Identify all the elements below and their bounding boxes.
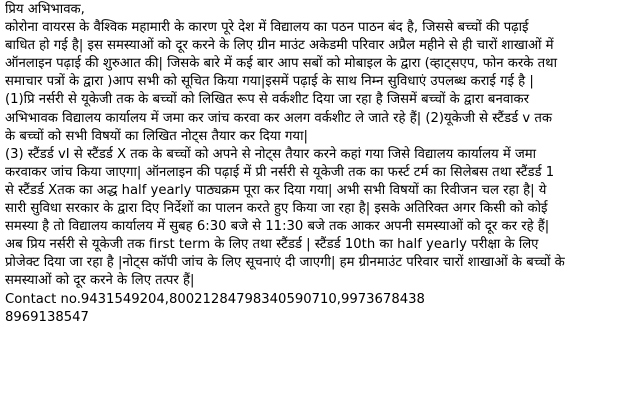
- contact-numbers: Contact no.9431549204,8002128479834059071​0,9973678438: [5, 291, 425, 307]
- body-line: ऑनलाइन पढ़ाई की शुरुआत की| जिसके बारे में कई बार आप सबों को मोबाइल के द्वारा (व्हाट्सएप, फोन करके तथा: [5, 56, 557, 72]
- body-line: (1)प्रि नर्सरी से यूकेजी तक के बच्चों को लिखित रूप से वर्कशीट दिया जा रहा है जिसमें बच्चों के द्वारा बनवाकर: [5, 92, 530, 108]
- body-line: सारी सुविधा सरकार के द्वारा दिए निर्देशों का पालन करते हुए किया जा रहा है| इसके अतिरिक्त अगर किसी को कोई: [5, 201, 548, 217]
- body-line: प्रोजेक्ट दिया जा रहा है |नोट्स कॉपी जांच के लिए सूचनाएं दी जाएगी| हम ग्रीनमाउंट परिवार चारों शाखाओं के बच्चों के: [5, 255, 565, 271]
- body-line: करवाकर जांच किया जाएगा| ऑनलाइन की पढ़ाई में प्री नर्सरी से यूकेजी तक का फर्स्ट टर्म का सिलेबस तथा स्टैंडर्ड 1: [5, 164, 555, 180]
- body-line: कोरोना वायरस के वैश्विक महामारी के कारण पूरे देश में विद्यालय का पठन पाठन बंद है, जिससे बच्चों की पढ़ाई: [5, 20, 529, 36]
- body-line: अब प्रिय नर्सरी से यूकेजी तक first term के लिए तथा स्टैंडर्ड | स्टैंडर्ड 10th का half yearly परीक्षा के लिए: [5, 237, 539, 253]
- notice-letter: [5, 1, 625, 327]
- body-line: अभिभावक विद्यालय कार्यालय में जमा कर जांच करवा कर अलग वर्कशीट ले जाते रहे हैं| (2)यूकेजी से स्टैंडर्ड v तक: [5, 110, 553, 126]
- salutation: प्रिय अभिभावक,: [5, 2, 85, 17]
- body-line: समाचार पत्रों के द्वारा )आप सभी को सूचित किया गया|इसमें पढ़ाई के साथ निम्न सुविधाएं उपलब्ध कराई गई है |: [5, 74, 534, 90]
- body-line: बाधित हो गई है| इस समस्याओं को दूर करने के लिए ग्रीन माउंट अकेडमी परिवार अप्रैल महीने से ही चारों शाखाओं में: [5, 38, 554, 54]
- body-line: (3) स्टैंडर्ड vI से स्टैंडर्ड X तक के बच्चों को अपने से नोट्स तैयार करने कहां गया जिसे विद्यालय कार्यालय में जमा: [5, 146, 537, 162]
- contact-numbers-continued: 8969138547: [5, 309, 89, 325]
- body-line: से स्टैंडर्ड Xतक का अद्ध half yearly पाठ्यक्रम पूरा कर दिया गया| अभी सभी विषयों का रिवीजन चल रहा है| ये: [5, 182, 547, 198]
- body-line: के बच्चों को सभी विषयों का लिखित नोट्स तैयार कर दिया गया|: [5, 128, 308, 144]
- body-line: समस्या है तो विद्यालय कार्यालय में सुबह 6:30 बजे से 11:30 बजे तक आकर अपनी समस्याओं को दूर कर रहे हैं|: [5, 219, 550, 235]
- body-line: समस्याओं को दूर करने के लिए तत्पर हैं|: [5, 273, 195, 289]
